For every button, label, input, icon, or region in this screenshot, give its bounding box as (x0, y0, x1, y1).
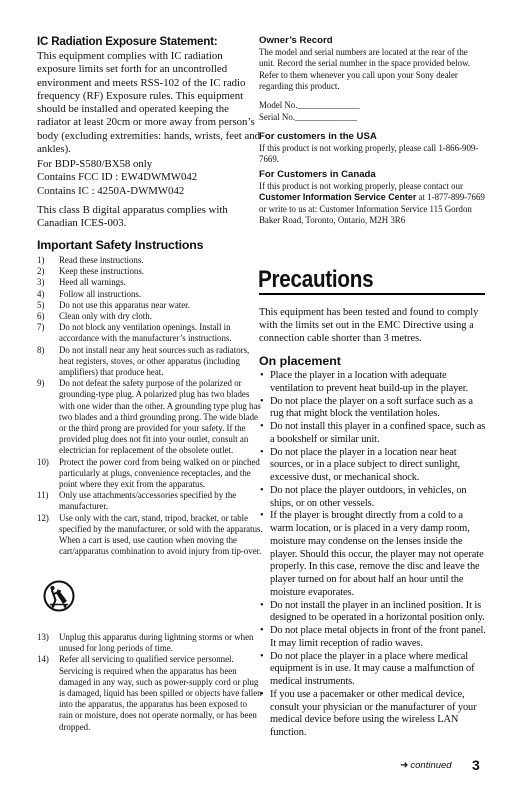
canada-text (259, 181, 485, 226)
item-number: 13) (37, 632, 49, 642)
list-item (37, 300, 263, 311)
text-line: should be installed and operated keeping the (37, 103, 229, 116)
item-number: 8) (37, 344, 45, 355)
precautions-intro: This equipment has been tested and found to comply with the limits set out in the EMC Directive using a connection cable shorter than 3 metres. (259, 307, 479, 344)
owners-record-text: The model and serial numbers are located at the rear of the unit. Record the serial number in the space provided below. Refer to them whenever you call upon your Sony dealer regarding this product. (259, 47, 471, 91)
usa-text: If this product is not working properly, please call 1-866-909-7669. (259, 143, 479, 165)
ic-statement-heading: IC Radiation Exposure Statement: (37, 35, 218, 48)
text-line: This equipment complies with IC radiation (37, 50, 223, 62)
item-number: 4) (37, 288, 45, 299)
item-text: Unplug this apparatus during lightning storms or when unused for long periods of time. (59, 632, 254, 654)
placement-list (259, 370, 487, 740)
item-number: 12) (37, 512, 49, 523)
continued-note (400, 760, 452, 771)
list-item (37, 490, 263, 512)
title-rule (259, 293, 485, 295)
list-item: • Do not install this player in a confined space, such as a bookshelf or similar unit. (259, 421, 487, 447)
item-number: 11) (37, 490, 49, 501)
list-item: • Do not place the player in a place where medical equipment is in use. It may cause a malfunction of medical instruments. (259, 651, 487, 689)
safety-list-continued (37, 632, 263, 733)
list-item (37, 513, 263, 558)
text-line: ankles). (37, 143, 71, 156)
list-item: • Do not place the player in a location near heat sources, or in a place subject to direct sunlight, excessive dust, or mechanical shock. (259, 447, 487, 485)
canada-heading: For Customers in Canada (259, 169, 376, 180)
list-item: • Do not install the player in an inclined position. It is designed to be operated in a horizontal position only. (259, 600, 487, 626)
text-line: This class B digital apparatus complies with (37, 204, 228, 216)
list-item: • Do not place the player on a soft surface such as a rug that might block the ventilation holes. (259, 396, 487, 422)
owners-record-heading: Owner’s Record (259, 35, 333, 46)
list-item: • If you use a pacemaker or other medical device, consult your physician or the manufacturer of your medical device before using the wireless LAN function. (259, 689, 487, 740)
list-item: • Do not place the player outdoors, in vehicles, on ships, or on other vessels. (259, 485, 487, 511)
item-text: Read these instructions. (59, 255, 144, 265)
list-item: • Place the player in a location with adequate ventilation to prevent heat build-up in the player. (259, 370, 487, 396)
list-item (37, 277, 263, 288)
precautions-title: Precautions (258, 266, 374, 293)
continued-label: continued (410, 760, 452, 771)
list-item (37, 311, 263, 322)
list-item (37, 289, 263, 300)
list-item (37, 345, 263, 379)
list-item (37, 378, 263, 456)
class-b-statement (37, 204, 262, 231)
list-item: • Do not place metal objects in front of the front panel. It may limit reception of radio waves. (259, 625, 487, 651)
list-item (37, 632, 263, 654)
safety-heading: Important Safety Instructions (37, 238, 204, 252)
item-number: 6) (37, 311, 45, 322)
item-text: Use only with the cart, stand, tripod, bracket, or table specified by the manufacturer, or sold with the apparatus. When a cart is used, use caution when moving the cart/apparatus combination to avoid injury from tip-over. (59, 512, 263, 557)
page-number: 3 (472, 757, 480, 773)
text-line: Contains IC : 4250A-DWMW042 (37, 184, 185, 197)
list-item: • If the player is brought directly from a cold to a warm location, or is placed in a very damp room, moisture may condense on the lenses inside the player. Should this occur, the player may not operate properly. In this case, remove the disc and leave the player turned on for about half an hour until the moisture evaporates. (259, 510, 487, 599)
item-number: 7) (37, 322, 45, 333)
canada-text-after: at 1-877-899-7669 or write to us at: Customer Information Service 115 Gordon Baker Road, Toronto, Ontario, M2H 3R6 (259, 192, 485, 225)
item-number: 2) (37, 266, 45, 277)
safety-list (37, 255, 263, 557)
arrow-right-icon: ➜ (400, 760, 409, 771)
usa-heading: For customers in the USA (259, 131, 377, 142)
text-line: frequency (RF) Exposure rules. This equipment (37, 89, 244, 102)
item-text: Follow all instructions. (59, 288, 142, 299)
cart-tip-over-warning-icon (43, 580, 75, 612)
item-text: Heed all warnings. (59, 277, 126, 288)
list-item (37, 322, 263, 344)
placement-heading: On placement (259, 354, 341, 368)
item-text: Clean only with dry cloth. (59, 311, 152, 322)
model-info (37, 158, 262, 198)
item-number: 14) (37, 654, 49, 665)
text-line: environment and meets RSS-102 of the IC radio (37, 76, 246, 89)
item-number: 3) (37, 277, 45, 288)
item-number: 5) (37, 299, 45, 310)
item-text: Do not defeat the safety purpose of the polarized or grounding-type plug. A polarized plug has two blades with one wider than the other. A grounding type plug has two blades and a third grounding prong. The wide blade or the third prong are provided for your safety. If the provided plug does not fit into your outlet, consult an electrician for replacement of the obsolete outlet. (59, 378, 261, 456)
list-item (37, 266, 263, 277)
text-line: Contains FCC ID : EW4DWMW042 (37, 171, 198, 184)
item-text: Do not use this apparatus near water. (59, 299, 190, 310)
model-number-field: Model No.______________ (259, 100, 360, 110)
list-item (37, 255, 263, 266)
item-text: Only use attachments/accessories specified by the manufacturer. (59, 490, 237, 512)
list-item (37, 654, 263, 732)
item-text: Do not install near any heat sources such as radiators, heat registers, stoves, or other apparatus (including amplifiers) that produce heat. (59, 344, 250, 378)
list-item (37, 457, 263, 491)
item-number: 9) (37, 378, 45, 389)
text-line: exposure limits set forth for an uncontrolled (37, 63, 228, 76)
item-text: Keep these instructions. (59, 266, 145, 277)
item-text: Protect the power cord from being walked on or pinched particularly at plugs, convenience receptacles, and the point where they exit from the apparatus. (59, 456, 260, 490)
text-line: radiator at least 20cm or more away from person’s (37, 116, 255, 129)
serial-number-field: Serial No.______________ (259, 112, 358, 122)
item-text: Do not block any ventilation openings. Install in accordance with the manufacturer’s instructions. (59, 322, 232, 344)
text-line: Canadian ICES-003. (37, 217, 127, 230)
canada-text-before: If this product is not working properly, please contact our (259, 181, 463, 191)
text-line: body (excluding extremities: hands, wrists, feet and (37, 129, 261, 142)
service-center-name: Customer Information Service Center (259, 192, 417, 203)
text-line: For BDP-S580/BX58 only (37, 158, 153, 170)
ic-statement-body (37, 50, 262, 156)
item-number: 1) (37, 255, 45, 265)
item-number: 10) (37, 456, 49, 467)
item-text: Refer all servicing to qualified service personnel. Servicing is required when the apparatus has been damaged in any way, such as power-supply cord or plug is damaged, liquid has been spilled or objects have fallen into the apparatus, the apparatus has been exposed to rain or moisture, does not operate normally, or has been dropped. (59, 654, 262, 732)
